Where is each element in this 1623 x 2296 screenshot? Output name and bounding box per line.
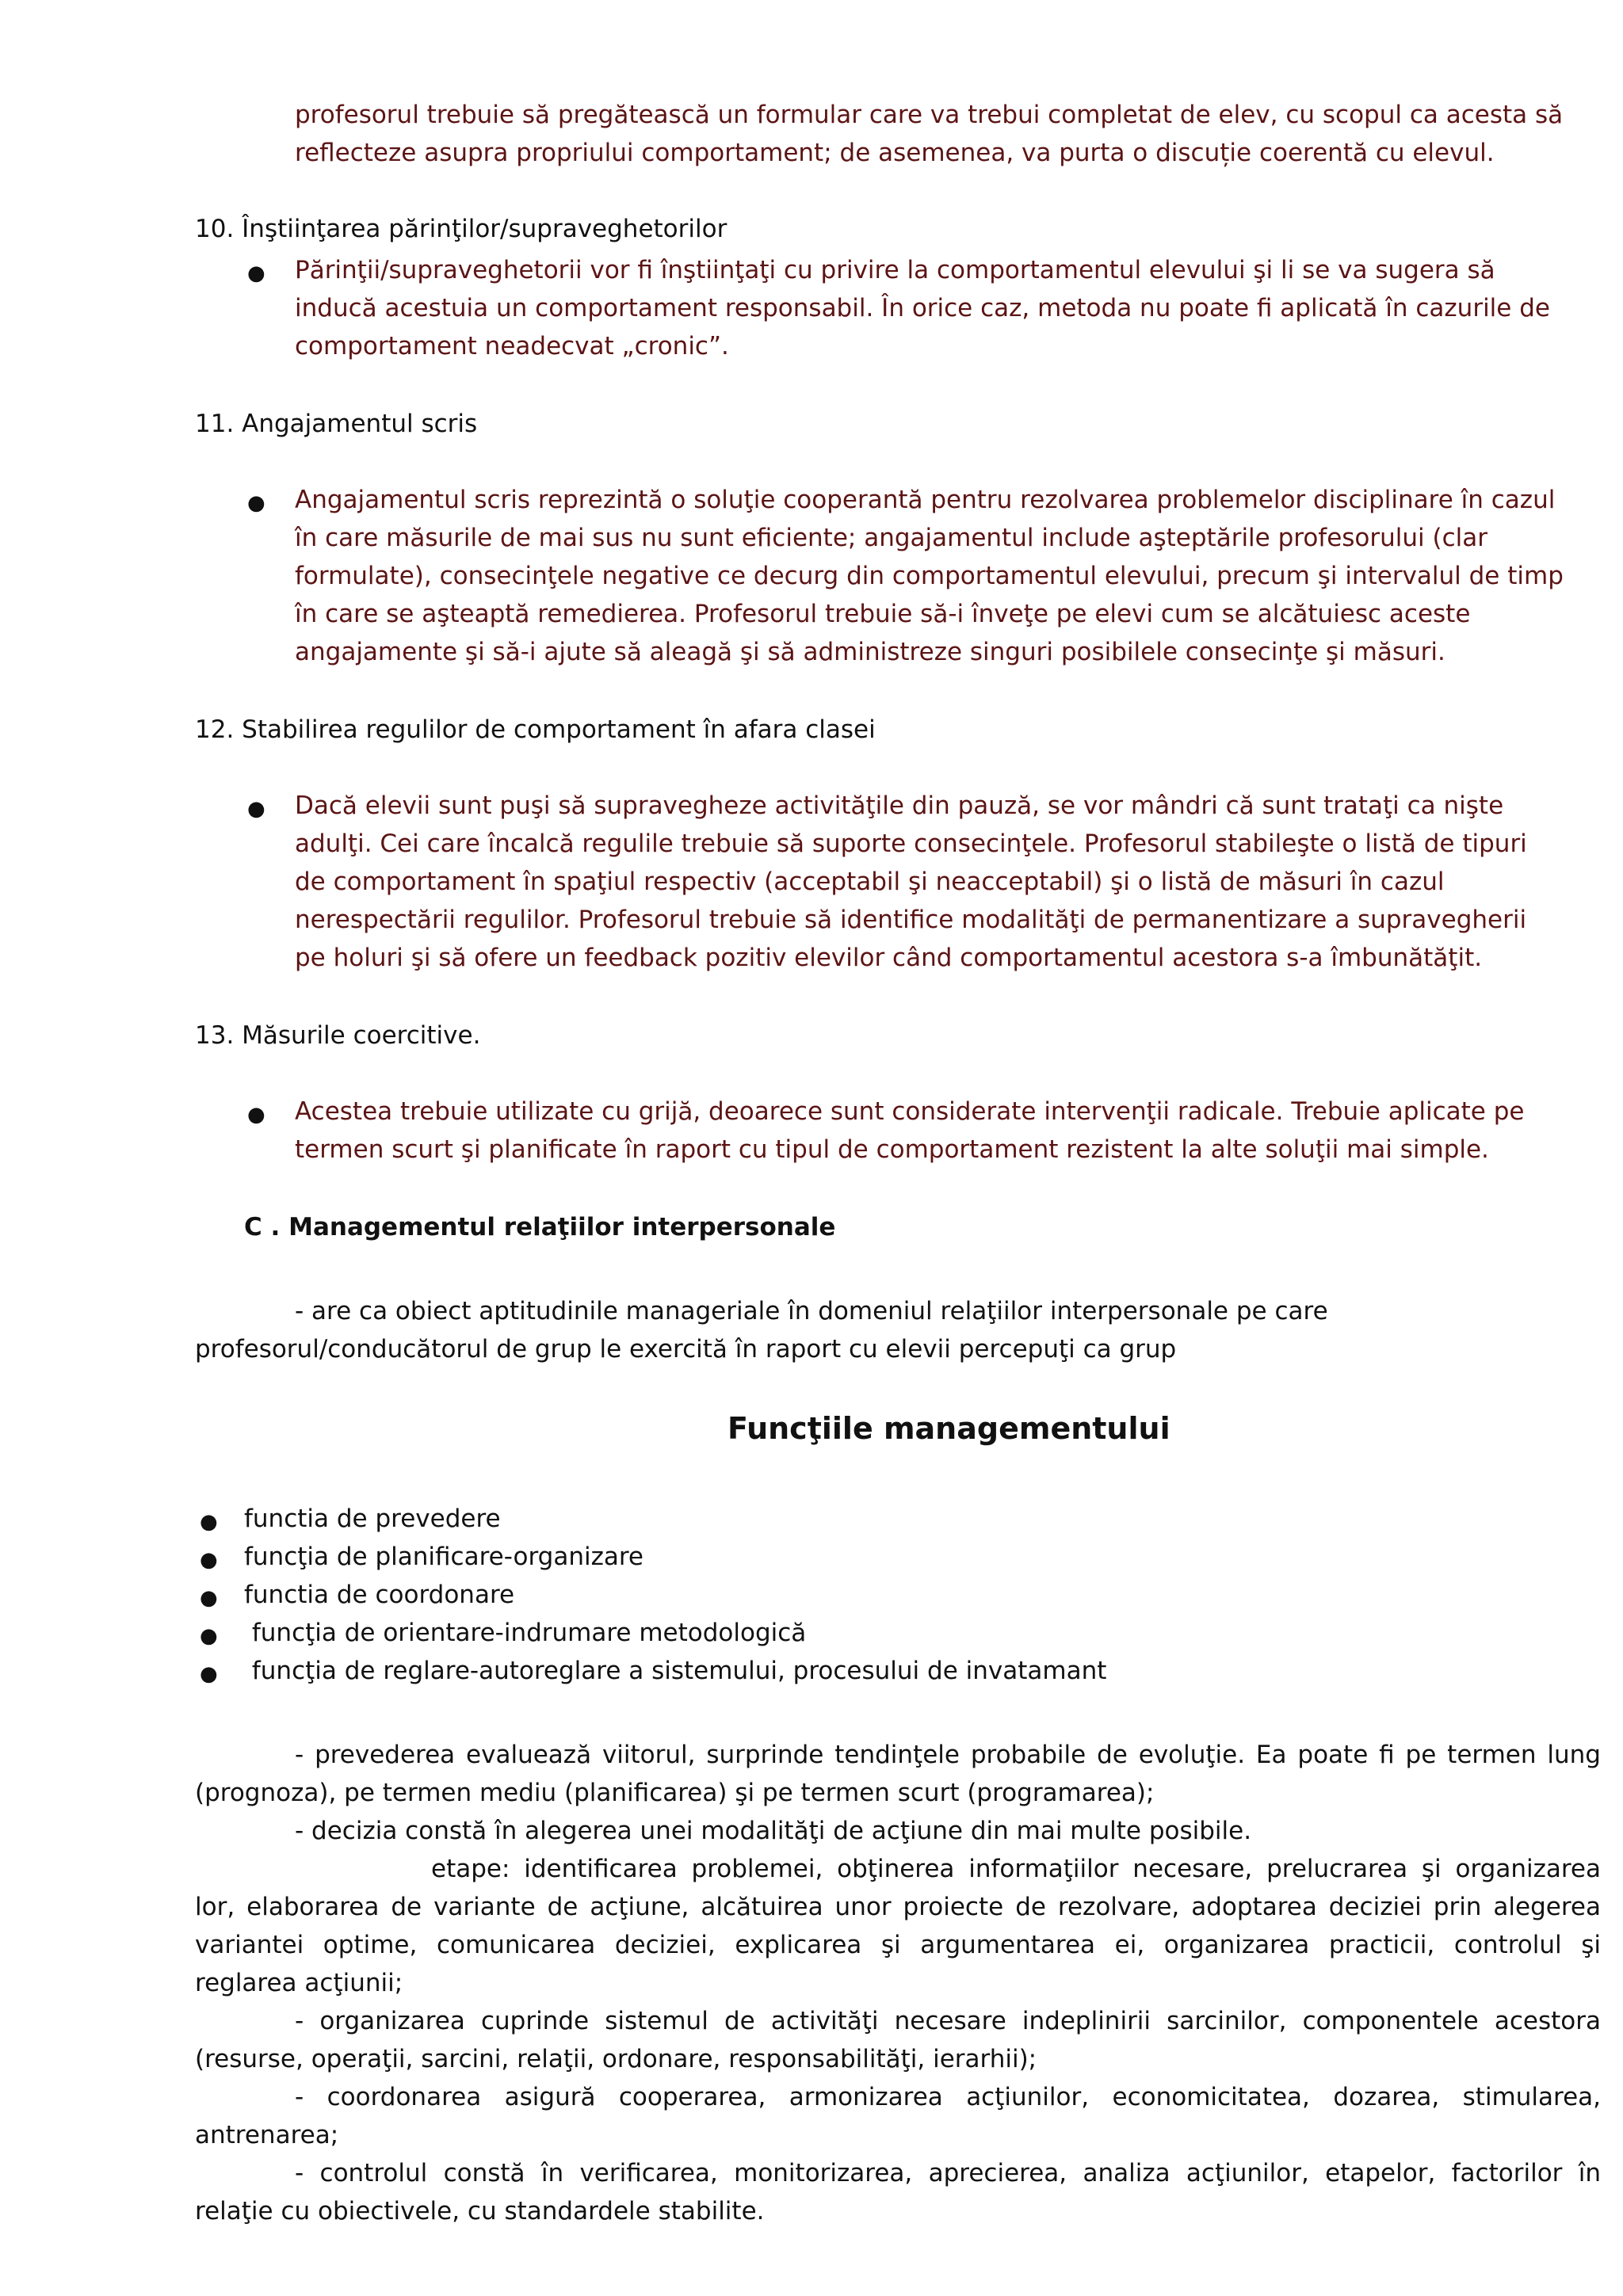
bullet-icon: ● (247, 1103, 265, 1127)
bullet-line: angajamente şi să-i ajute să aleagă şi să administreze singuri posibilele consecinţe şi măsuri. (295, 638, 1445, 666)
bullet-line: termen scurt şi planificate în raport cu tipul de comportament rezistent la alte soluţii mai simple. (295, 1135, 1489, 1164)
bullet-icon: ● (200, 1586, 218, 1610)
body-line: - decizia constă în alegerea unei modalităţi de acţiune din mai multe posibile. (295, 1817, 1252, 1845)
body-line: variantei optime, comunicarea deciziei, explicarea şi argumentarea ei, organizarea practicii, controlul şi (195, 1931, 1601, 1959)
bullet-icon: ● (247, 797, 265, 821)
body-line: - prevederea evaluează viitorul, surprinde tendinţele probabile de evoluţie. Ea poate fi pe termen lung (295, 1741, 1601, 1769)
bullet-line: pe holuri şi să ofere un feedback pozitiv elevilor când comportamentul acestora s-a îmbunătăţit. (295, 944, 1483, 972)
function-item: funcţia de orientare-indrumare metodologică (244, 1619, 807, 1647)
body-line: - coordonarea asigură cooperarea, armonizarea acţiunilor, economicitatea, dozarea, stimularea, (295, 2083, 1601, 2111)
section-heading-11: 11. Angajamentul scris (195, 410, 478, 438)
bullet-line: nerespectării regulilor. Profesorul trebuie să identifice modalităţi de permanentizare a supravegherii (295, 906, 1527, 934)
bullet-icon: ● (247, 491, 265, 515)
bullet-line: Angajamentul scris reprezintă o soluţie cooperantă pentru rezolvarea problemelor disciplinare în cazul (295, 486, 1556, 514)
body-line: relaţie cu obiectivele, cu standardele stabilite. (195, 2197, 765, 2225)
bullet-icon: ● (200, 1662, 218, 1686)
section-heading-12: 12. Stabilirea regulilor de comportament în afara clasei (195, 715, 876, 744)
bullet-line: inducă acestuia un comportament responsabil. În orice caz, metoda nu poate fi aplicată în cazurile de (295, 294, 1550, 322)
section-c-line: profesorul/conducătorul de grup le exercită în raport cu elevii percepuţi ca grup (195, 1335, 1177, 1363)
bullet-line: de comportament în spaţiul respectiv (acceptabil şi neacceptabil) şi o listă de măsuri în cazul (295, 868, 1445, 896)
bullet-icon: ● (200, 1624, 218, 1648)
function-item: funcţia de planificare-organizare (244, 1543, 643, 1571)
intro-line: reflecteze asupra propriului comportament; de asemenea, va purta o discuție coerentă cu elevul. (295, 139, 1495, 167)
bullet-line: comportament neadecvat „cronic”. (295, 332, 729, 360)
bullet-line: Părinţii/supraveghetorii vor fi înştiinţaţi cu privire la comportamentul elevului şi li se va sugera să (295, 256, 1495, 284)
function-item: funcţia de reglare-autoreglare a sistemului, procesului de invatamant (244, 1657, 1107, 1685)
section-heading-10: 10. Înştiinţarea părinţilor/supraveghetorilor (195, 215, 727, 243)
intro-line: profesorul trebuie să pregătească un formular care va trebui completat de elev, cu scopul ca acesta să (295, 101, 1564, 129)
bullet-icon: ● (200, 1510, 218, 1534)
body-line: - organizarea cuprinde sistemul de activităţi necesare indeplinirii sarcinilor, componentele acestora (295, 2007, 1601, 2035)
body-line: etape: identificarea problemei, obţinerea informaţiilor necesare, prelucrarea şi organizarea (431, 1855, 1601, 1883)
section-c-line: - are ca obiect aptitudinile manageriale în domeniul relaţiilor interpersonale pe care (295, 1297, 1328, 1325)
body-line: lor, elaborarea de variante de acţiune, alcătuirea unor proiecte de rezolvare, adoptarea deciziei prin alegerea (195, 1893, 1601, 1921)
bullet-icon: ● (200, 1548, 218, 1572)
bullet-line: formulate), consecinţele negative ce decurg din comportamentul elevului, precum şi intervalul de timp (295, 562, 1564, 590)
section-heading-13: 13. Măsurile coercitive. (195, 1021, 481, 1050)
body-line: reglarea acţiunii; (195, 1969, 403, 1997)
bullet-line: Acestea trebuie utilizate cu grijă, deoarece sunt considerate intervenţii radicale. Trebuie aplicate pe (295, 1097, 1525, 1126)
body-line: (resurse, operaţii, sarcini, relaţii, ordonare, responsabilităţi, ierarhii); (195, 2045, 1037, 2073)
bullet-line: în care măsurile de mai sus nu sunt eficiente; angajamentul include aşteptările profesorului (clar (295, 524, 1488, 552)
section-c-heading: C . Managementul relaţiilor interpersonale (244, 1213, 836, 1241)
bullet-line: Dacă elevii sunt puşi să supravegheze activităţile din pauză, se vor mândri că sunt trataţi ca nişte (295, 791, 1504, 820)
function-item: functia de prevedere (244, 1505, 501, 1533)
body-line: - controlul constă în verificarea, monitorizarea, aprecierea, analiza acţiunilor, etapelor, factorilor în (295, 2159, 1601, 2187)
function-item: functia de coordonare (244, 1581, 515, 1609)
body-line: (prognoza), pe termen mediu (planificarea) şi pe termen scurt (programarea); (195, 1779, 1155, 1807)
bullet-line: în care se aşteaptă remedierea. Profesorul trebuie să-i înveţe pe elevi cum se alcătuiesc aceste (295, 600, 1471, 628)
body-line: antrenarea; (195, 2121, 339, 2149)
bullet-icon: ● (247, 261, 265, 285)
functions-title: Funcţiile managementului (727, 1411, 1170, 1446)
bullet-line: adulţi. Cei care încalcă regulile trebuie să suporte consecinţele. Profesorul stabileşte o listă de tipuri (295, 830, 1527, 858)
